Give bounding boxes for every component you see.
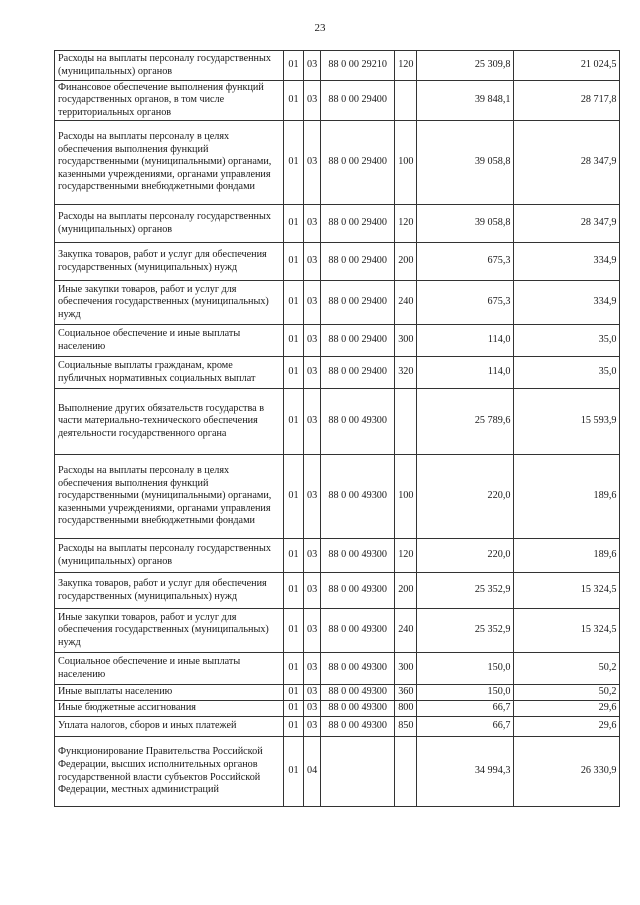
row-amount-2: 50,2 xyxy=(514,653,620,685)
row-amount-2: 334,9 xyxy=(514,243,620,281)
row-expense-type: 800 xyxy=(395,701,417,717)
row-name: Социальные выплаты гражданам, кроме публичных нормативных социальных выплат xyxy=(55,357,284,389)
table-row xyxy=(55,701,620,717)
row-section-code: 01 xyxy=(284,609,304,653)
row-amount-1: 25 352,9 xyxy=(417,573,514,609)
row-expense-type: 200 xyxy=(395,243,417,281)
row-expense-type xyxy=(395,389,417,455)
row-target-article: 88 0 00 29400 xyxy=(321,325,395,357)
row-expense-type: 360 xyxy=(395,685,417,701)
row-amount-2: 334,9 xyxy=(514,281,620,325)
row-target-article: 88 0 00 29400 xyxy=(321,357,395,389)
budget-table xyxy=(54,50,620,807)
row-amount-1: 25 789,6 xyxy=(417,389,514,455)
row-expense-type: 100 xyxy=(395,455,417,539)
row-target-article: 88 0 00 49300 xyxy=(321,609,395,653)
row-name: Расходы на выплаты персоналу в целях обеспечения выполнения функций государственными (муниципальными) органами, казенными учреждениями, органами управления государственными внебюджетными фондами xyxy=(55,121,284,205)
row-section-code: 01 xyxy=(284,539,304,573)
row-target-article xyxy=(321,737,395,807)
row-subsection-code: 03 xyxy=(304,81,321,121)
row-name: Расходы на выплаты персоналу государственных (муниципальных) органов xyxy=(55,51,284,81)
row-amount-1: 39 058,8 xyxy=(417,121,514,205)
row-amount-1: 150,0 xyxy=(417,653,514,685)
row-name: Выполнение других обязательств государства в части материально-технического обеспечения деятельности государственного органа xyxy=(55,389,284,455)
row-amount-1: 25 352,9 xyxy=(417,609,514,653)
table-row xyxy=(55,281,620,325)
table-row xyxy=(55,737,620,807)
row-target-article: 88 0 00 29400 xyxy=(321,281,395,325)
row-amount-1: 66,7 xyxy=(417,717,514,737)
row-subsection-code: 03 xyxy=(304,357,321,389)
row-amount-1: 39 848,1 xyxy=(417,81,514,121)
row-amount-1: 114,0 xyxy=(417,325,514,357)
row-amount-1: 114,0 xyxy=(417,357,514,389)
row-target-article: 88 0 00 29400 xyxy=(321,205,395,243)
table-row xyxy=(55,51,620,81)
row-expense-type xyxy=(395,737,417,807)
row-expense-type: 120 xyxy=(395,51,417,81)
table-row xyxy=(55,653,620,685)
row-section-code: 01 xyxy=(284,205,304,243)
row-subsection-code: 03 xyxy=(304,243,321,281)
row-amount-2: 15 593,9 xyxy=(514,389,620,455)
row-target-article: 88 0 00 49300 xyxy=(321,653,395,685)
row-subsection-code: 03 xyxy=(304,281,321,325)
table-row xyxy=(55,717,620,737)
row-section-code: 01 xyxy=(284,653,304,685)
row-amount-2: 28 347,9 xyxy=(514,121,620,205)
row-name: Уплата налогов, сборов и иных платежей xyxy=(55,717,284,737)
row-amount-2: 35,0 xyxy=(514,325,620,357)
row-amount-1: 150,0 xyxy=(417,685,514,701)
row-amount-2: 26 330,9 xyxy=(514,737,620,807)
row-subsection-code: 03 xyxy=(304,205,321,243)
row-subsection-code: 03 xyxy=(304,389,321,455)
row-subsection-code: 03 xyxy=(304,701,321,717)
row-expense-type: 240 xyxy=(395,609,417,653)
row-amount-1: 675,3 xyxy=(417,281,514,325)
row-subsection-code: 03 xyxy=(304,51,321,81)
row-target-article: 88 0 00 49300 xyxy=(321,455,395,539)
table-row xyxy=(55,455,620,539)
table-row xyxy=(55,685,620,701)
row-subsection-code: 03 xyxy=(304,325,321,357)
row-subsection-code: 03 xyxy=(304,573,321,609)
row-target-article: 88 0 00 49300 xyxy=(321,717,395,737)
row-amount-2: 15 324,5 xyxy=(514,573,620,609)
row-amount-1: 220,0 xyxy=(417,455,514,539)
row-subsection-code: 03 xyxy=(304,121,321,205)
row-expense-type: 120 xyxy=(395,539,417,573)
row-amount-2: 29,6 xyxy=(514,717,620,737)
row-section-code: 01 xyxy=(284,701,304,717)
row-name: Финансовое обеспечение выполнения функций государственных органов, в том числе территориальных органов xyxy=(55,81,284,121)
row-amount-1: 34 994,3 xyxy=(417,737,514,807)
row-target-article: 88 0 00 29400 xyxy=(321,243,395,281)
row-subsection-code: 03 xyxy=(304,653,321,685)
row-section-code: 01 xyxy=(284,357,304,389)
row-target-article: 88 0 00 29400 xyxy=(321,121,395,205)
row-amount-1: 66,7 xyxy=(417,701,514,717)
row-section-code: 01 xyxy=(284,121,304,205)
row-expense-type xyxy=(395,81,417,121)
row-subsection-code: 03 xyxy=(304,685,321,701)
row-section-code: 01 xyxy=(284,325,304,357)
row-target-article: 88 0 00 29400 xyxy=(321,81,395,121)
table-row xyxy=(55,573,620,609)
row-target-article: 88 0 00 49300 xyxy=(321,389,395,455)
row-name: Расходы на выплаты персоналу государственных (муниципальных) органов xyxy=(55,205,284,243)
row-name: Функционирование Правительства Российской Федерации, высших исполнительных органов государственной власти субъектов Российской Федерации, местных администраций xyxy=(55,737,284,807)
row-subsection-code: 03 xyxy=(304,539,321,573)
row-subsection-code: 03 xyxy=(304,609,321,653)
row-section-code: 01 xyxy=(284,685,304,701)
table-row xyxy=(55,609,620,653)
row-section-code: 01 xyxy=(284,717,304,737)
table-row xyxy=(55,121,620,205)
row-expense-type: 320 xyxy=(395,357,417,389)
page-number: 23 xyxy=(314,22,326,34)
row-name: Иные закупки товаров, работ и услуг для обеспечения государственных (муниципальных) нужд xyxy=(55,609,284,653)
row-expense-type: 850 xyxy=(395,717,417,737)
table-row xyxy=(55,243,620,281)
row-amount-1: 675,3 xyxy=(417,243,514,281)
table-row xyxy=(55,81,620,121)
row-amount-2: 15 324,5 xyxy=(514,609,620,653)
row-section-code: 01 xyxy=(284,389,304,455)
row-amount-2: 28 347,9 xyxy=(514,205,620,243)
row-section-code: 01 xyxy=(284,243,304,281)
row-expense-type: 240 xyxy=(395,281,417,325)
row-amount-2: 189,6 xyxy=(514,455,620,539)
row-expense-type: 120 xyxy=(395,205,417,243)
row-name: Иные бюджетные ассигнования xyxy=(55,701,284,717)
row-name: Расходы на выплаты персоналу в целях обеспечения выполнения функций государственными (муниципальными) органами, казенными учреждениями, органами управления государственными внебюджетными фондами xyxy=(55,455,284,539)
row-expense-type: 100 xyxy=(395,121,417,205)
row-amount-2: 189,6 xyxy=(514,539,620,573)
table-row xyxy=(55,205,620,243)
row-amount-2: 21 024,5 xyxy=(514,51,620,81)
table-row xyxy=(55,325,620,357)
table-row xyxy=(55,539,620,573)
row-amount-2: 50,2 xyxy=(514,685,620,701)
row-subsection-code: 03 xyxy=(304,717,321,737)
row-expense-type: 300 xyxy=(395,653,417,685)
row-section-code: 01 xyxy=(284,81,304,121)
row-amount-1: 220,0 xyxy=(417,539,514,573)
table-row xyxy=(55,357,620,389)
row-amount-1: 25 309,8 xyxy=(417,51,514,81)
row-expense-type: 200 xyxy=(395,573,417,609)
row-amount-2: 29,6 xyxy=(514,701,620,717)
row-target-article: 88 0 00 49300 xyxy=(321,573,395,609)
row-section-code: 01 xyxy=(284,281,304,325)
row-amount-2: 28 717,8 xyxy=(514,81,620,121)
row-subsection-code: 04 xyxy=(304,737,321,807)
row-expense-type: 300 xyxy=(395,325,417,357)
row-target-article: 88 0 00 49300 xyxy=(321,685,395,701)
table-row xyxy=(55,389,620,455)
row-section-code: 01 xyxy=(284,51,304,81)
row-amount-2: 35,0 xyxy=(514,357,620,389)
row-name: Расходы на выплаты персоналу государственных (муниципальных) органов xyxy=(55,539,284,573)
row-target-article: 88 0 00 49300 xyxy=(321,539,395,573)
row-name: Закупка товаров, работ и услуг для обеспечения государственных (муниципальных) нужд xyxy=(55,243,284,281)
row-subsection-code: 03 xyxy=(304,455,321,539)
row-amount-1: 39 058,8 xyxy=(417,205,514,243)
row-name: Социальное обеспечение и иные выплаты населению xyxy=(55,653,284,685)
row-name: Иные закупки товаров, работ и услуг для обеспечения государственных (муниципальных) нужд xyxy=(55,281,284,325)
row-section-code: 01 xyxy=(284,455,304,539)
row-name: Закупка товаров, работ и услуг для обеспечения государственных (муниципальных) нужд xyxy=(55,573,284,609)
row-section-code: 01 xyxy=(284,573,304,609)
row-name: Иные выплаты населению xyxy=(55,685,284,701)
row-target-article: 88 0 00 29210 xyxy=(321,51,395,81)
row-section-code: 01 xyxy=(284,737,304,807)
row-target-article: 88 0 00 49300 xyxy=(321,701,395,717)
row-name: Социальное обеспечение и иные выплаты населению xyxy=(55,325,284,357)
